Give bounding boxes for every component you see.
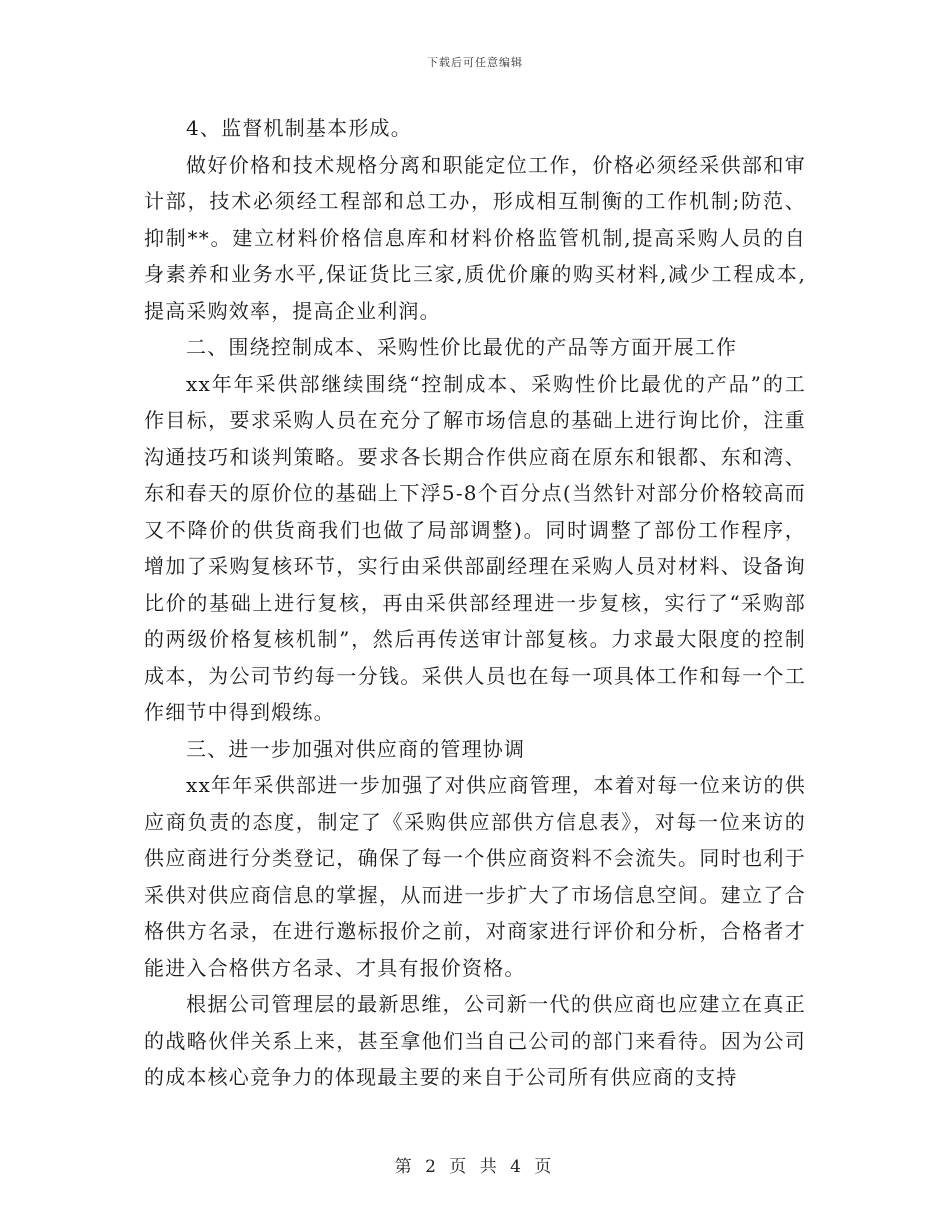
paragraph-cost-control-body: xx年年采供部继续围绕“控制成本、采购性价比最优的产品”的工作目标，要求采购人员在充分了解市场信息的基础上进行询比价，注重沟通技巧和谈判策略。要求各长期合作供应商在原东和银都、东和湾、东和春天的原价位的基础上下浮5-8个百分点(当然针对部分价格较高而又不降价的供货商我们也做了局部调整)。同时调整了部份工作程序，增加了采购复核环节，实行由采供部副经理在采购人员对材料、设备询比价的基础上进行复核，再由采供部经理进一步复核，实行了“采购部的两级价格复核机制”，然后再传送审计部复核。力求最大限度的控制成本，为公司节约每一分钱。采供人员也在每一项具体工作和每一个工作细节中得到煅练。 <box>144 371 806 724</box>
document-body <box>144 110 806 1096</box>
page-number-footer: 第 2 页 共 4 页 <box>394 1157 556 1177</box>
paragraph-supervision-title: 4、监督机制基本形成。 <box>186 116 412 140</box>
section-heading-cost-control: 二、围绕控制成本、采购性价比最优的产品等方面开展工作 <box>186 335 738 359</box>
paragraph-strategic-partnership: 根据公司管理层的最新思维，公司新一代的供应商也应建立在真正的战略伙伴关系上来，甚至拿他们当自己公司的部门来看待。因为公司的成本核心竞争力的体现最主要的来自于公司所有供应商的支持 <box>144 992 806 1089</box>
paragraph-supervision-body: 做好价格和技术规格分离和职能定位工作，价格必须经采供部和审计部，技术必须经工程部和总工办，形成相互制衡的工作机制;防范、抑制**。建立材料价格信息库和材料价格监管机制,提高采购人员的自身素养和业务水平,保证货比三家,质优价廉的购买材料,减少工程成本,提高采购效率，提高企业利润。 <box>144 152 806 323</box>
page-header: 下载后可任意编辑 <box>427 56 523 69</box>
paragraph-supplier-management-body: xx年年采供部进一步加强了对供应商管理，本着对每一位来访的供应商负责的态度，制定了《采购供应部供方信息表》，对每一位来访的供应商进行分类登记，确保了每一个供应商资料不会流失。同时也利于采供对供应商信息的掌握，从而进一步扩大了市场信息空间。建立了合格供方名录，在进行邀标报价之前，对商家进行评价和分析，合格者才能进入合格供方名录、才具有报价资格。 <box>144 773 806 980</box>
section-heading-supplier-management: 三、进一步加强对供应商的管理协调 <box>186 736 526 761</box>
